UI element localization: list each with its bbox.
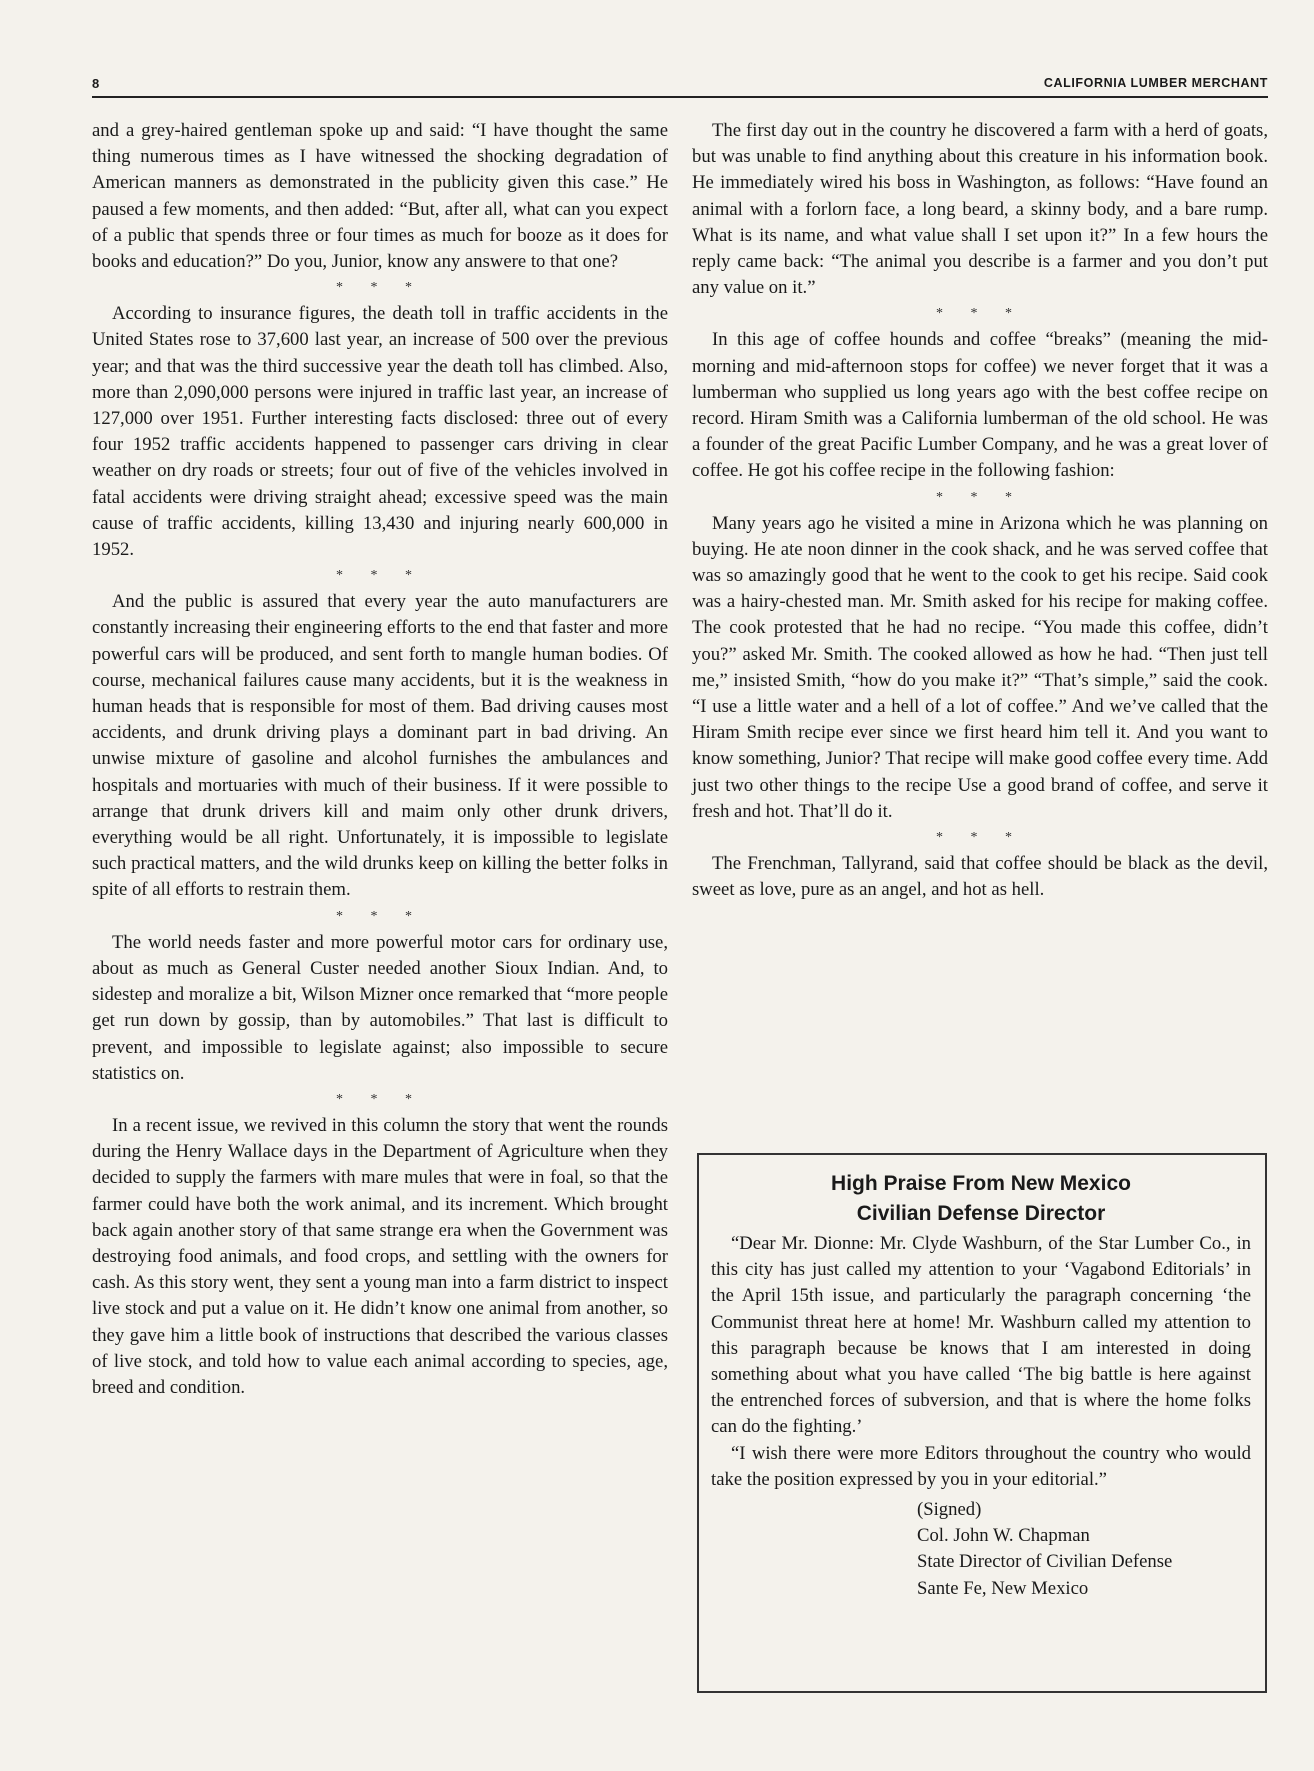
- signature-block: [917, 1497, 1251, 1602]
- paragraph: Many years ago he visited a mine in Arizona which he was planning on buying. He ate noon dinner in the cook shack, and he was served coffee that was so amazingly good that he went to the cook to get his recipe. Said cook was a hairy-chested man. Mr. Smith asked for his recipe for making coffee. The cook protested that he had no recipe. “You made this coffee, didn’t you?” asked Mr. Smith. The cooked allowed as how he had. “Then just tell me,” insisted Smith, “how do you make it?” “That’s simple,” said the cook. “I use a little water and a hell of a lot of coffee.” And we’ve called that the Hiram Smith recipe ever since we first heard him tell it. And you want to know something, Junior? That recipe will make good coffee every time. Add just two other things to the recipe Use a good brand of coffee, and serve it fresh and hot. That’ll do it.: [692, 512, 1268, 822]
- letter-paragraph: “Dear Mr. Dionne: Mr. Clyde Washburn, of the Star Lumber Co., in this city has just called my attention to your ‘Vagabond Editorials’ in the April 15th issue, and particularly the paragraph concerning ‘the Communist threat here at home! Mr. Washburn called my attention to this paragraph because be knows that I am interested in doing something about what you have called ‘The big battle is here against the entrenched forces of subversion, and that is where the home folks can do the fighting.’: [711, 1233, 1251, 1438]
- page-number: 8: [92, 76, 100, 91]
- signer-location: Sante Fe, New Mexico: [917, 1577, 1089, 1599]
- page-header: [92, 72, 1268, 98]
- section-divider: * * *: [336, 280, 424, 296]
- section-divider: * * *: [336, 1091, 424, 1107]
- section-divider: * * *: [936, 489, 1024, 505]
- letter-box: [697, 1153, 1267, 1693]
- publication-title: CALIFORNIA LUMBER MERCHANT: [1043, 76, 1268, 90]
- section-divider: * * *: [336, 908, 424, 924]
- section-divider: * * *: [336, 568, 424, 584]
- paragraph: In a recent issue, we revived in this column the story that went the rounds during the Henry Wallace days in the Department of Agriculture when they decided to supply the farmers with mare mules that were in foal, so that the farmer could have both the work animal, and its increment. Which brought back again another story of that same strange era when the Government was destroying food animals, and food crops, and settling with the owners for cash. As this story went, they sent a young man into a farm district to inspect live stock and put a value on it. He didn’t know one animal from another, so they gave him a little book of instructions that described the various classes of live stock, and told how to value each animal according to species, age, breed and condition.: [92, 1114, 668, 1398]
- paragraph: The first day out in the country he discovered a farm with a herd of goats, but was unable to find anything about this creature in his information book. He immediately wired his boss in Washington, as follows: “Have found an animal with a forlorn face, a long beard, a skinny body, and a bare rump. What is its name, and what value shall I set upon it?” In a few hours the reply came back: “The animal you describe is a farmer and you don’t put any value on it.”: [692, 120, 1268, 299]
- paragraph: The Frenchman, Tallyrand, said that coffee should be black as the devil, sweet as love, pure as an angel, and hot as hell.: [692, 853, 1268, 901]
- paragraph: According to insurance figures, the death toll in traffic accidents in the United States rose to 37,600 last year, an increase of 500 over the previous year; and that was the third successive year the death toll has climbed. Also, more than 2,090,000 persons were injured in traffic last year, an increase of 127,000 over 1951. Further interesting facts disclosed: three out of every four 1952 traffic accidents happened to passenger cars driving in clear weather on dry roads or streets; four out of five of the vehicles involved in fatal accidents were driving straight ahead; excessive speed was the main cause of traffic accidents, killing 13,430 and injuring nearly 600,000 in 1952.: [92, 303, 668, 561]
- box-title-line: High Praise From New Mexico: [831, 1172, 1131, 1195]
- box-title-line: Civilian Defense Director: [856, 1202, 1106, 1225]
- paragraph: The world needs faster and more powerful motor cars for ordinary use, about as much as General Custer needed another Sioux Indian. And, to sidestep and moralize a bit, Wilson Mizner once remarked that “more people get run down by gossip, than by automobiles.” That last is difficult to prevent, and impossible to legislate against; also impossible to secure statistics on.: [92, 931, 668, 1084]
- paragraph: In this age of coffee hounds and coffee “breaks” (meaning the mid-morning and mid-afternoon stops for coffee) we never forget that it was a lumberman who supplied us long years ago with the best coffee recipe on record. Hiram Smith was a California lumberman of the old school. He was a founder of the great Pacific Lumber Company, and he was a great lover of coffee. He got his coffee recipe in the following fashion:: [692, 329, 1268, 482]
- signed-label: (Signed): [917, 1499, 982, 1521]
- letter-paragraph: “I wish there were more Editors throughout the country who would take the position expressed by you in your editorial.”: [711, 1442, 1251, 1490]
- signer-role: State Director of Civilian Defense: [917, 1551, 1173, 1573]
- right-column: [692, 118, 1268, 903]
- box-title: [711, 1169, 1251, 1229]
- paragraph: And the public is assured that every year the auto manufacturers are constantly increasing their engineering efforts to the end that faster and more powerful cars will be produced, and sent forth to mangle human bodies. Of course, mechanical failures cause many accidents, but it is the weakness in human heads that is responsible for most of them. Bad driving causes most accidents, and drunk driving plays a dominant part in bad driving. An unwise mixture of gasoline and alcohol furnishes the ambulances and hospitals and mortuaries with much of their business. If it were possible to arrange that drunk drivers kill and maim only other drunk drivers, everything would be all right. Unfortunately, it is impossible to legislate such practical matters, and the wild drunks keep on killing the better folks in spite of all efforts to restrain them.: [92, 591, 668, 901]
- paragraph: and a grey-haired gentleman spoke up and said: “I have thought the same thing numerous times as I have witnessed the shocking degradation of American manners as demonstrated in the publicity given this case.” He paused a few moments, and then added: “But, after all, what can you expect of a public that spends three or four times as much for booze as it does for books and education?” Do you, Junior, know any answere to that one?: [92, 120, 668, 273]
- section-divider: * * *: [936, 830, 1024, 846]
- section-divider: * * *: [936, 306, 1024, 322]
- left-column: [92, 118, 668, 1401]
- signer-name: Col. John W. Chapman: [917, 1525, 1090, 1547]
